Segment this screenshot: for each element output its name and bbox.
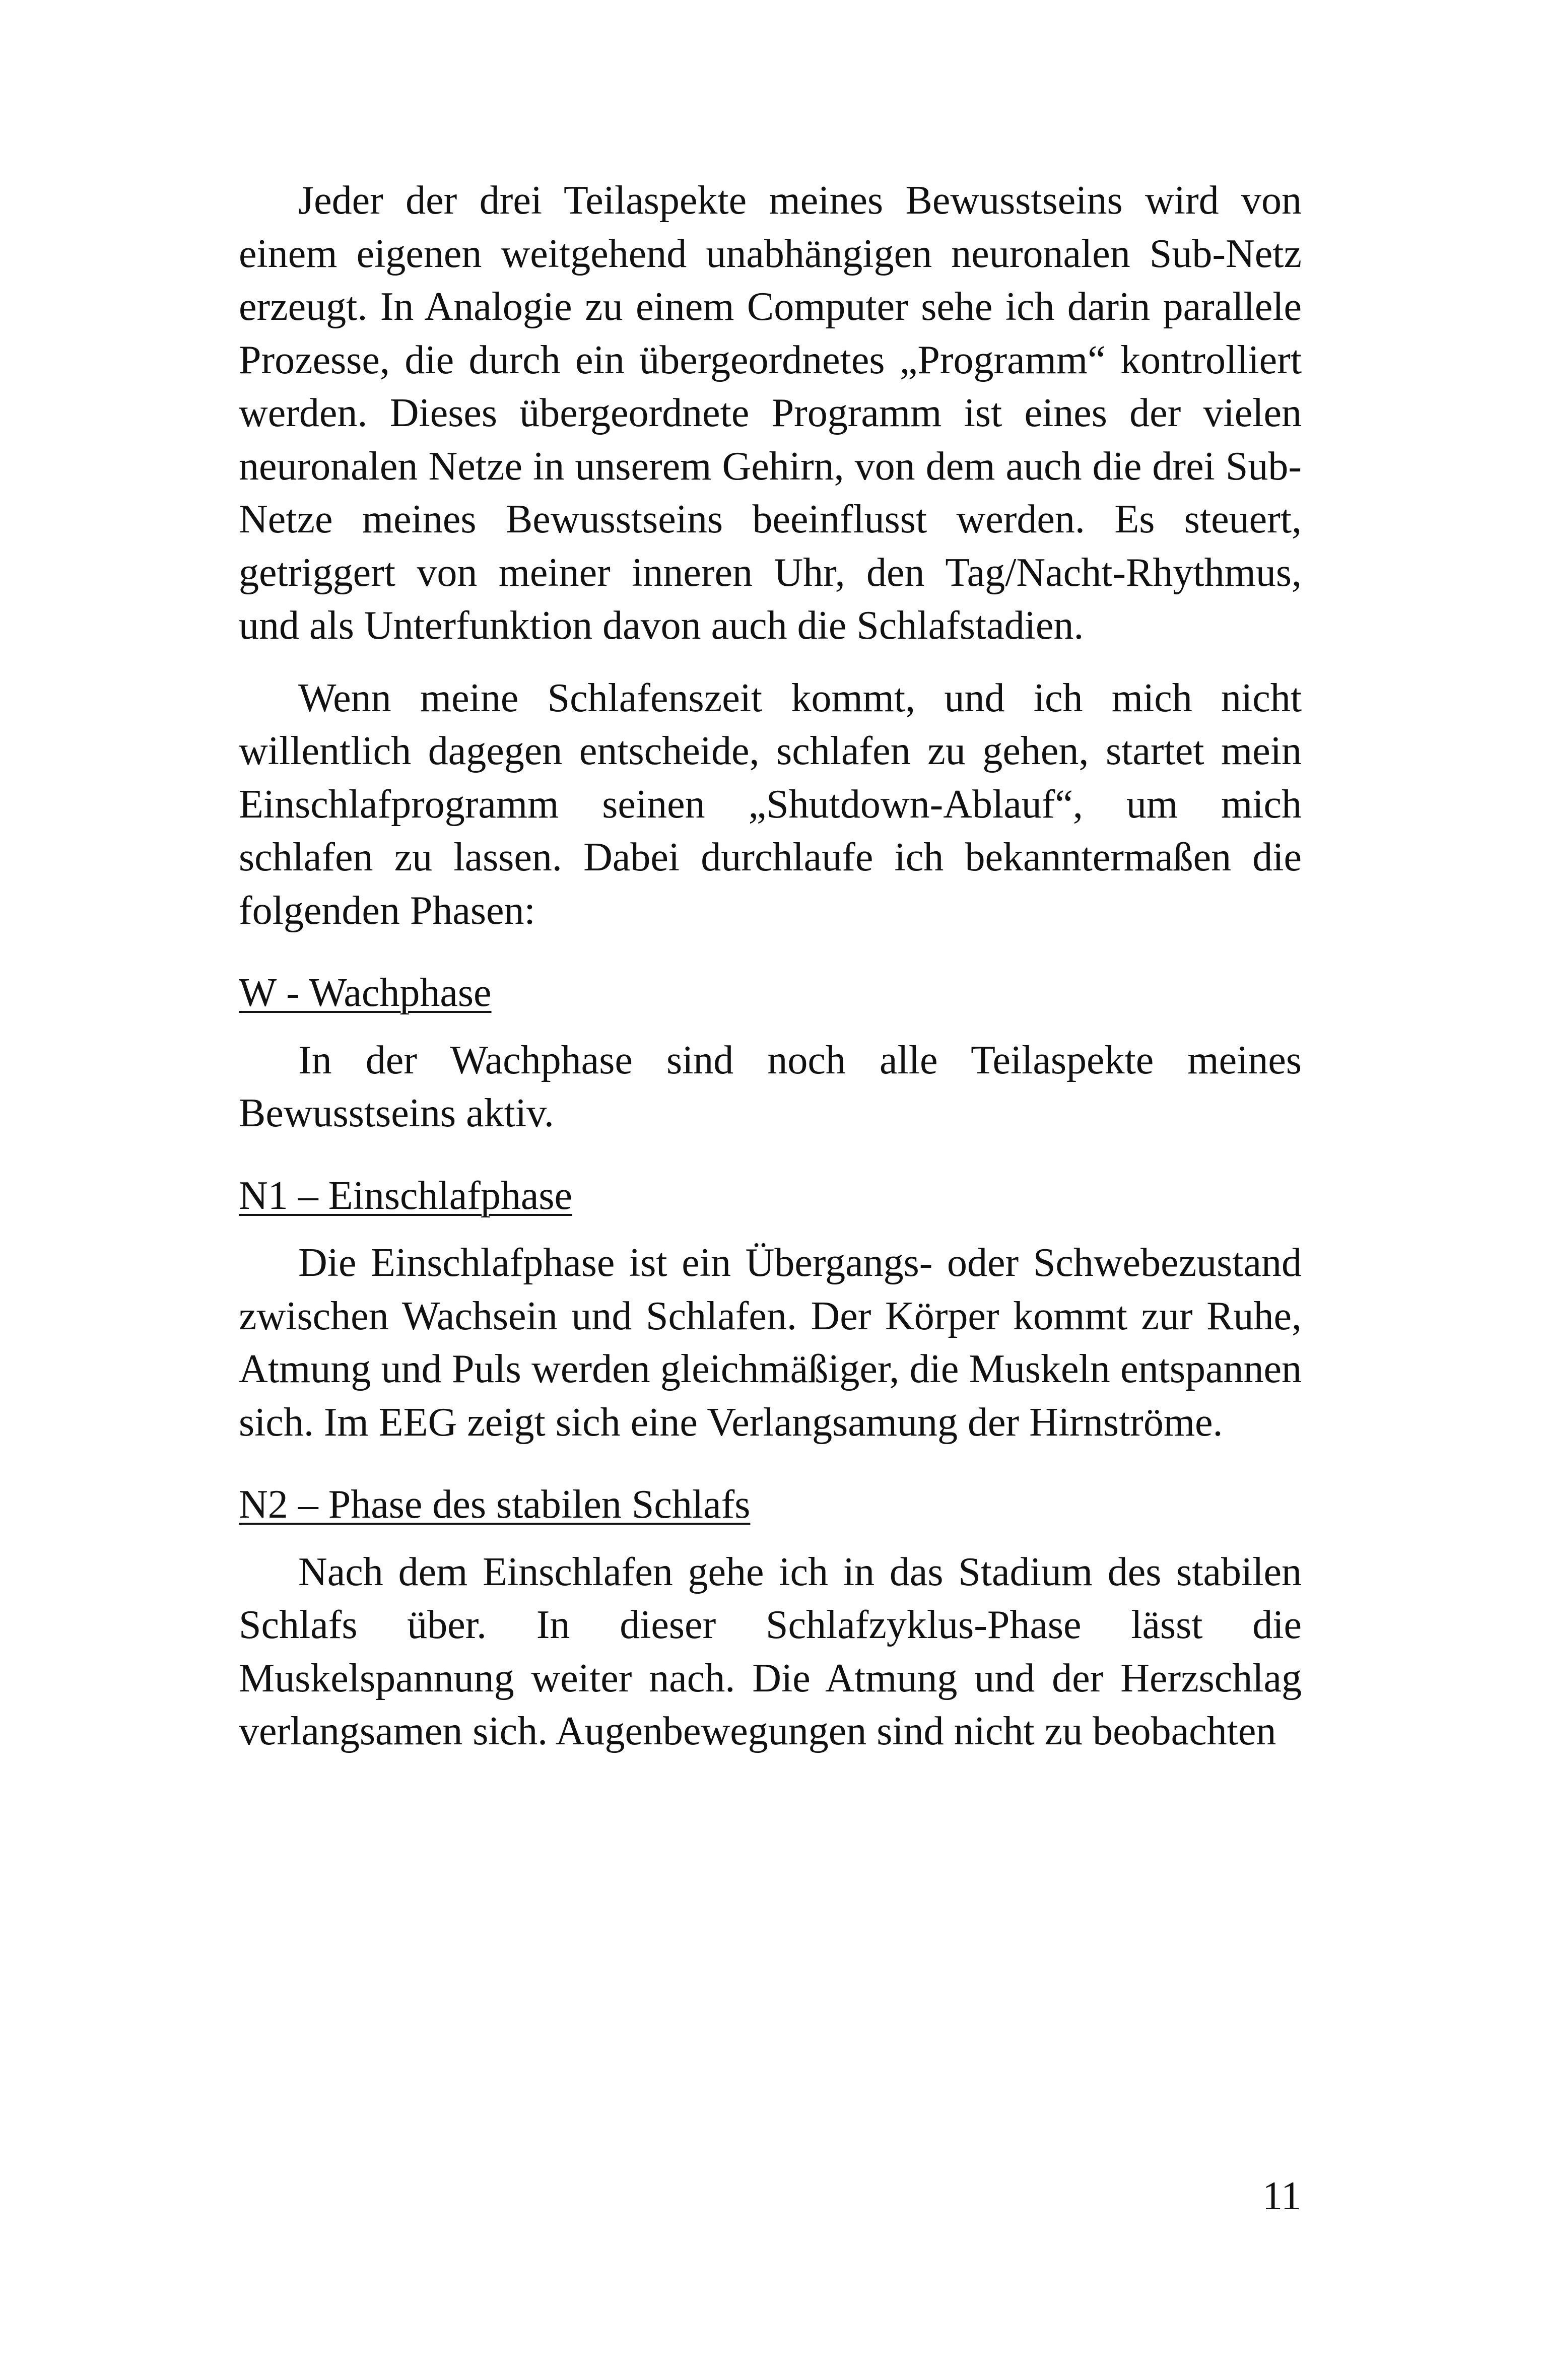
paragraph-stabiler-schlaf: Nach dem Einschlafen gehe ich in das Stadium des stabilen Schlafs über. In dieser Schlafzyklus-Phase lässt die Muskelspannung weiter nach. Die Atmung und der Herzschlag verlangsamen sich. Augenbewegungen sind nicht zu beobachten [239,1549,1302,1753]
paragraph-shutdown-sequence: Wenn meine Schlafenszeit kommt, und ich mich nicht willentlich dagegen entscheide, schlafen zu gehen, startet mein Einschlafprogramm seinen „Shutdown-Ablauf“, um mich schlafen zu lassen. Dabei durchlaufe ich bekanntermaßen die folgenden Phasen: [239,675,1302,933]
paragraph-einschlafphase: Die Einschlafphase ist ein Übergangs- oder Schwebezustand zwischen Wachsein und Schlafen. Der Körper kommt zur Ruhe, Atmung und Puls werden gleichmäßiger, die Muskeln entspannen sich. Im EEG zeigt sich eine Verlangsamung der Hirnströme. [239,1241,1302,1445]
paragraph-wachphase: In der Wachphase sind noch alle Teilaspekte meines Bewusstseins aktiv. [239,1038,1302,1135]
heading-wachphase: W - Wachphase [239,971,492,1015]
page-body [239,174,1302,1758]
paragraph-consciousness-subnets: Jeder der drei Teilaspekte meines Bewusstseins wird von einem eigenen weitgehend unabhängigen neuronalen Sub-Netz erzeugt. In Analogie zu einem Computer sehe ich darin parallele Prozesse, die durch ein übergeordnetes „Programm“ kontrolliert werden. Dieses übergeordnete Programm ist eines der vielen neuronalen Netze in unserem Gehirn, von dem auch die drei Sub-Netze meines Bewusstseins beeinflusst werden. Es steuert, getriggert von meiner inneren Uhr, den Tag/Nacht-Rhythmus, und als Unterfunktion davon auch die Schlafstadien. [239,178,1302,648]
page-number: 11 [1262,2174,1301,2218]
heading-stabiler-schlaf: N2 – Phase des stabilen Schlafs [239,1482,751,1527]
heading-einschlafphase: N1 – Einschlafphase [239,1173,573,1218]
